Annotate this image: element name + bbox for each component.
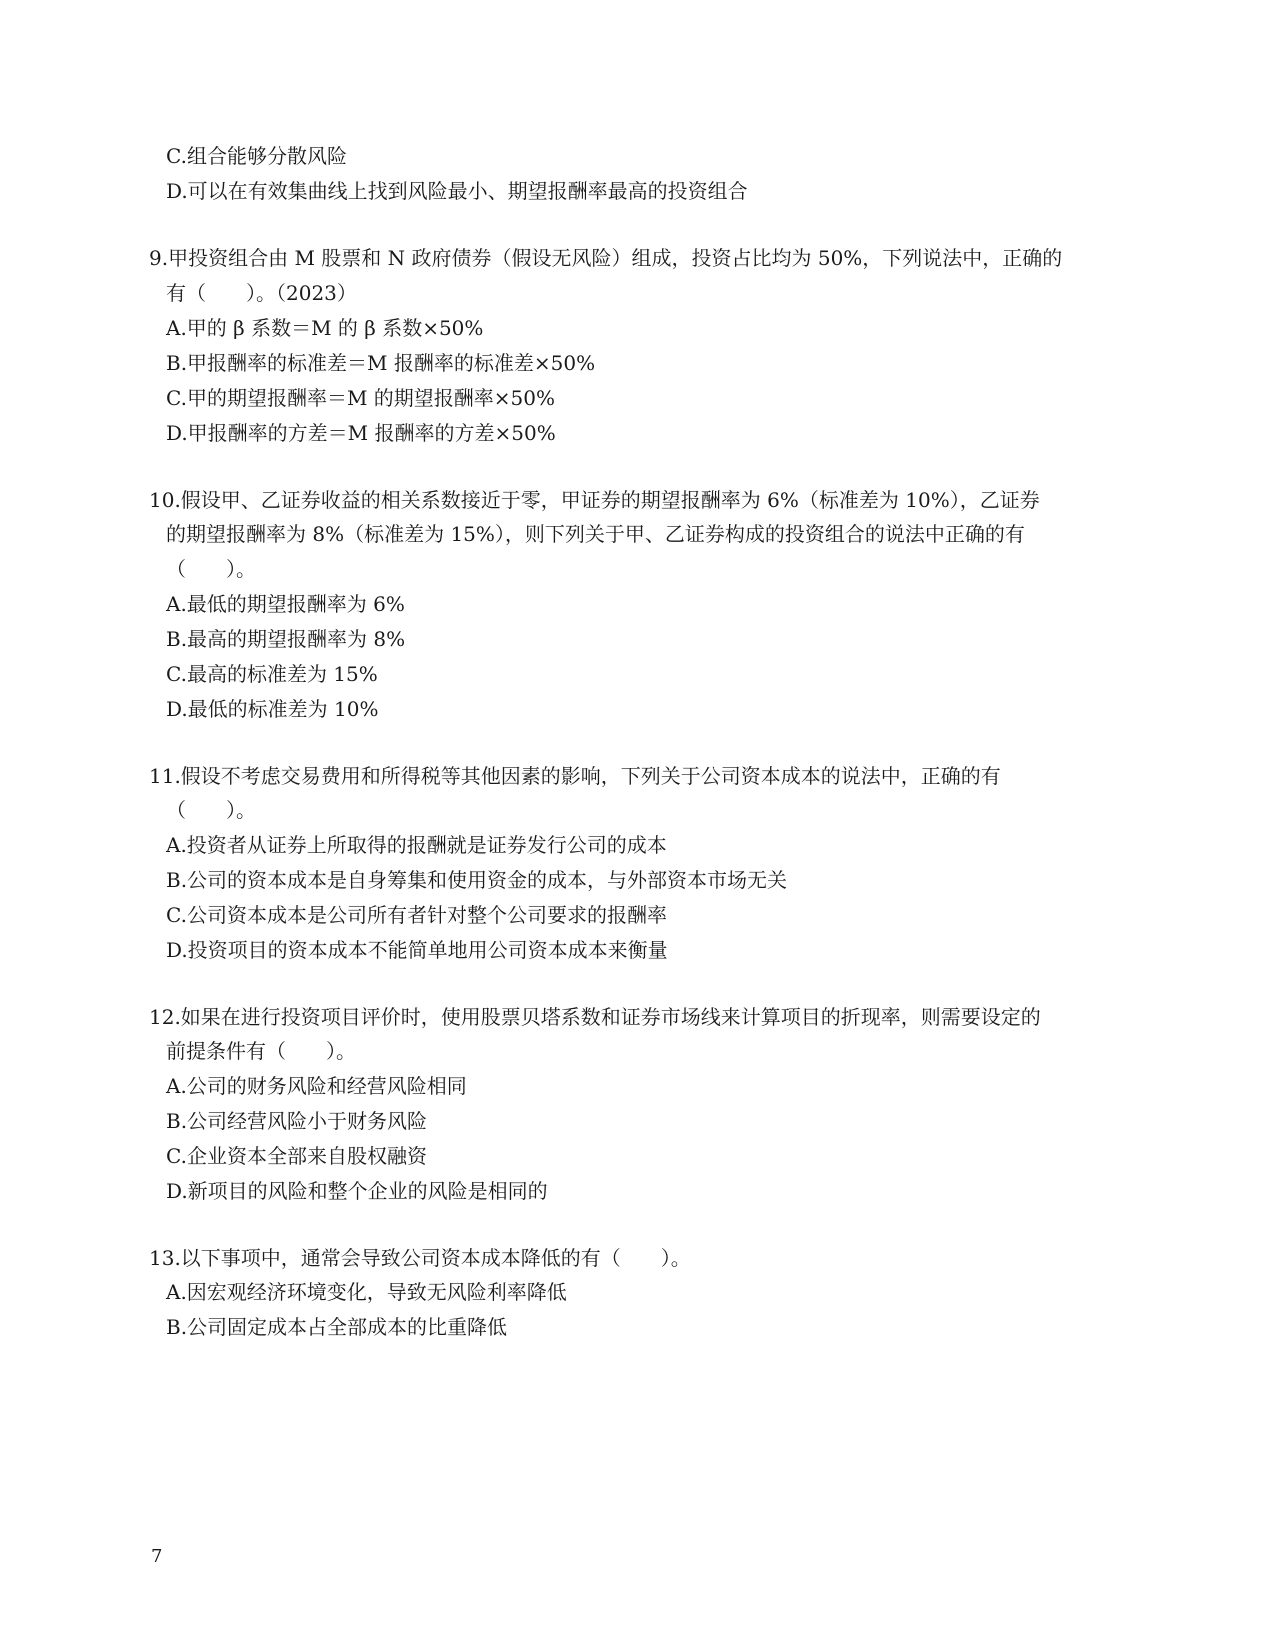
question-9-option-c: C.甲的期望报酬率＝M 的期望报酬率×50% [166, 386, 555, 410]
option-item: C.组合能够分散风险 [166, 144, 347, 168]
question-12-option-a: A.公司的财务风险和经营风险相同 [166, 1074, 467, 1098]
question-9-option-d: D.甲报酬率的方差＝M 报酬率的方差×50% [166, 421, 556, 445]
question-11-option-b: B.公司的资本成本是自身筹集和使用资金的成本，与外部资本市场无关 [166, 868, 788, 892]
question-12-stem-cont: 前提条件有（ ）。 [166, 1039, 356, 1063]
question-11-stem-cont: （ ）。 [166, 798, 256, 822]
question-11-option-d: D.投资项目的资本成本不能简单地用公司资本成本来衡量 [166, 938, 668, 962]
question-9-stem: 9.甲投资组合由 M 股票和 N 政府债券（假设无风险）组成，投资占比均为 50%，下列说法中，正确的 [149, 246, 1063, 270]
question-12-option-c: C.企业资本全部来自股权融资 [166, 1144, 427, 1168]
question-12-option-d: D.新项目的风险和整个企业的风险是相同的 [166, 1179, 548, 1203]
question-10-stem-cont: （ ）。 [166, 557, 256, 581]
question-11-option-a: A.投资者从证券上所取得的报酬就是证券发行公司的成本 [166, 833, 667, 857]
option-item: D.可以在有效集曲线上找到风险最小、期望报酬率最高的投资组合 [166, 179, 748, 203]
question-9-option-b: B.甲报酬率的标准差＝M 报酬率的标准差×50% [166, 351, 596, 375]
question-13-stem: 13.以下事项中，通常会导致公司资本成本降低的有（ ）。 [149, 1246, 691, 1270]
question-13-option-b: B.公司固定成本占全部成本的比重降低 [166, 1315, 508, 1339]
question-11-option-c: C.公司资本成本是公司所有者针对整个公司要求的报酬率 [166, 903, 667, 927]
question-10-stem: 10.假设甲、乙证券收益的相关系数接近于零，甲证券的期望报酬率为 6%（标准差为 10%），乙证券 [149, 488, 1040, 512]
question-12-stem: 12.如果在进行投资项目评价时，使用股票贝塔系数和证券市场线来计算项目的折现率，则需要设定的 [149, 1005, 1041, 1029]
question-10-option-c: C.最高的标准差为 15% [166, 662, 378, 686]
question-10-option-a: A.最低的期望报酬率为 6% [166, 592, 405, 616]
question-11-stem: 11.假设不考虑交易费用和所得税等其他因素的影响，下列关于公司资本成本的说法中，正确的有 [149, 764, 1001, 788]
question-10-option-d: D.最低的标准差为 10% [166, 697, 379, 721]
question-9-stem-cont: 有（ ）。（2023） [166, 281, 357, 305]
question-13-option-a: A.因宏观经济环境变化，导致无风险利率降低 [166, 1280, 567, 1304]
question-10-option-b: B.最高的期望报酬率为 8% [166, 627, 406, 651]
question-12-option-b: B.公司经营风险小于财务风险 [166, 1109, 428, 1133]
page-number: 7 [151, 1546, 163, 1567]
question-9-option-a: A.甲的 β 系数＝M 的 β 系数×50% [166, 316, 484, 340]
question-10-stem-cont: 的期望报酬率为 8%（标准差为 15%），则下列关于甲、乙证券构成的投资组合的说法中正确的有 [166, 522, 1025, 546]
